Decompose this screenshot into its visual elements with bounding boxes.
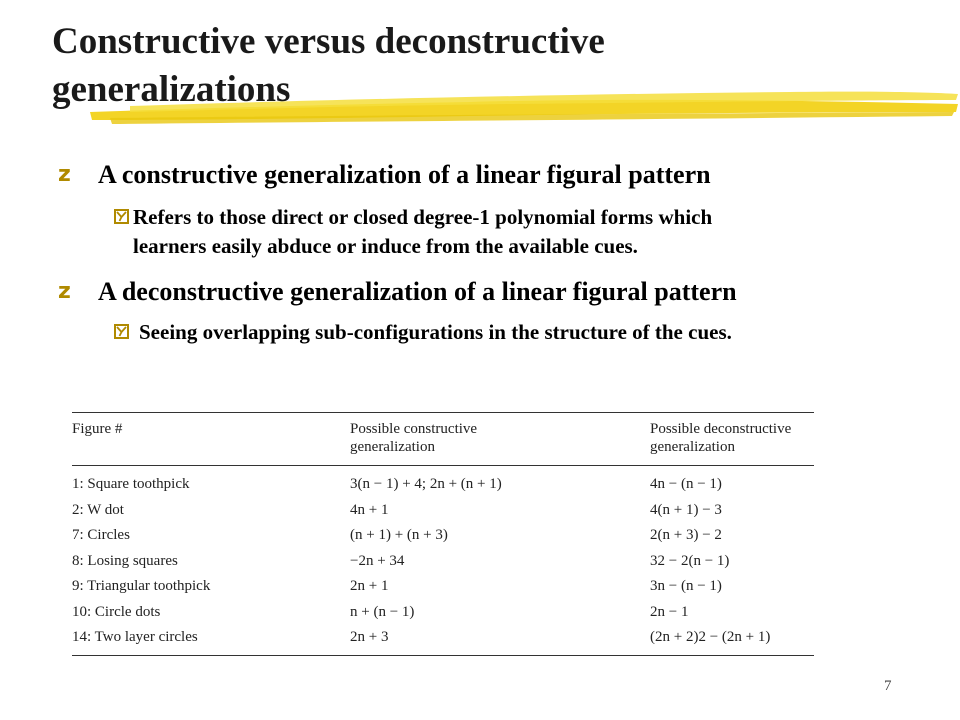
cell-deconstructive: 2n − 1 — [650, 603, 689, 620]
cell-deconstructive: 4(n + 1) − 3 — [650, 501, 722, 518]
table-row — [72, 574, 814, 600]
table-row — [72, 498, 814, 524]
sub-bullet-deconstructive — [114, 318, 732, 347]
cell-figure: 10: Circle dots — [72, 603, 161, 620]
cell-deconstructive: 4n − (n − 1) — [650, 476, 722, 492]
table-header-row — [72, 413, 814, 466]
cell-figure: 14: Two layer circles — [72, 625, 350, 655]
cell-constructive: 2n + 1 — [350, 578, 389, 594]
cell-constructive: −2n + 34 — [350, 552, 405, 569]
cell-deconstructive: 3n − (n − 1) — [650, 578, 722, 594]
table-row — [72, 600, 814, 626]
cell-figure: 8: Losing squares — [72, 552, 178, 569]
cell-constructive: n + (n − 1) — [350, 603, 415, 620]
y-box-bullet-icon — [114, 209, 129, 224]
header-figure: Figure # — [72, 413, 350, 466]
z-bullet-icon: z — [58, 162, 71, 187]
sub-bullet-line-1: Refers to those direct or closed degree-1 polynomial forms which — [133, 205, 713, 229]
slide-title — [52, 18, 912, 114]
cell-constructive: 3(n − 1) + 4; 2n + (n + 1) — [350, 476, 502, 492]
title-line-1: Constructive versus deconstructive — [52, 21, 605, 62]
sub-bullet-line-2: learners easily abduce or induce from the available cues. — [133, 234, 638, 258]
sub-bullet-constructive — [114, 203, 712, 261]
bullet-deconstructive — [58, 276, 737, 308]
cell-constructive: 4n + 1 — [350, 501, 389, 518]
header-constructive: Possible constructive generalization — [350, 413, 650, 466]
y-box-bullet-icon — [114, 324, 129, 339]
generalization-table — [72, 412, 814, 656]
cell-deconstructive: (2n + 2)2 − (2n + 1) — [650, 625, 814, 655]
bullet-text: A deconstructive generalization of a linear figural pattern — [98, 277, 737, 306]
z-bullet-icon: z — [58, 279, 71, 304]
cell-constructive: (n + 1) + (n + 3) — [350, 527, 448, 543]
cell-deconstructive: 2(n + 3) − 2 — [650, 527, 722, 543]
table-row — [72, 549, 814, 575]
cell-figure: 7: Circles — [72, 527, 130, 543]
cell-deconstructive: 32 − 2(n − 1) — [650, 552, 730, 569]
table-row — [72, 523, 814, 549]
sub-bullet-text — [133, 203, 712, 261]
title-line-2: generalizations — [52, 69, 291, 110]
table-row — [72, 466, 814, 498]
table-row — [72, 625, 814, 655]
header-deconstructive: Possible deconstructive generalization — [650, 413, 814, 466]
sub-bullet-text: Seeing overlapping sub-configurations in the structure of the cues. — [139, 320, 732, 344]
cell-figure: 2: W dot — [72, 501, 124, 518]
bullet-text: A constructive generalization of a linear figural pattern — [98, 160, 711, 189]
cell-figure: 1: Square toothpick — [72, 476, 190, 492]
bullet-constructive — [58, 159, 711, 191]
cell-constructive: 2n + 3 — [350, 625, 650, 655]
cell-figure: 9: Triangular toothpick — [72, 578, 211, 594]
page-number: 7 — [884, 678, 892, 694]
